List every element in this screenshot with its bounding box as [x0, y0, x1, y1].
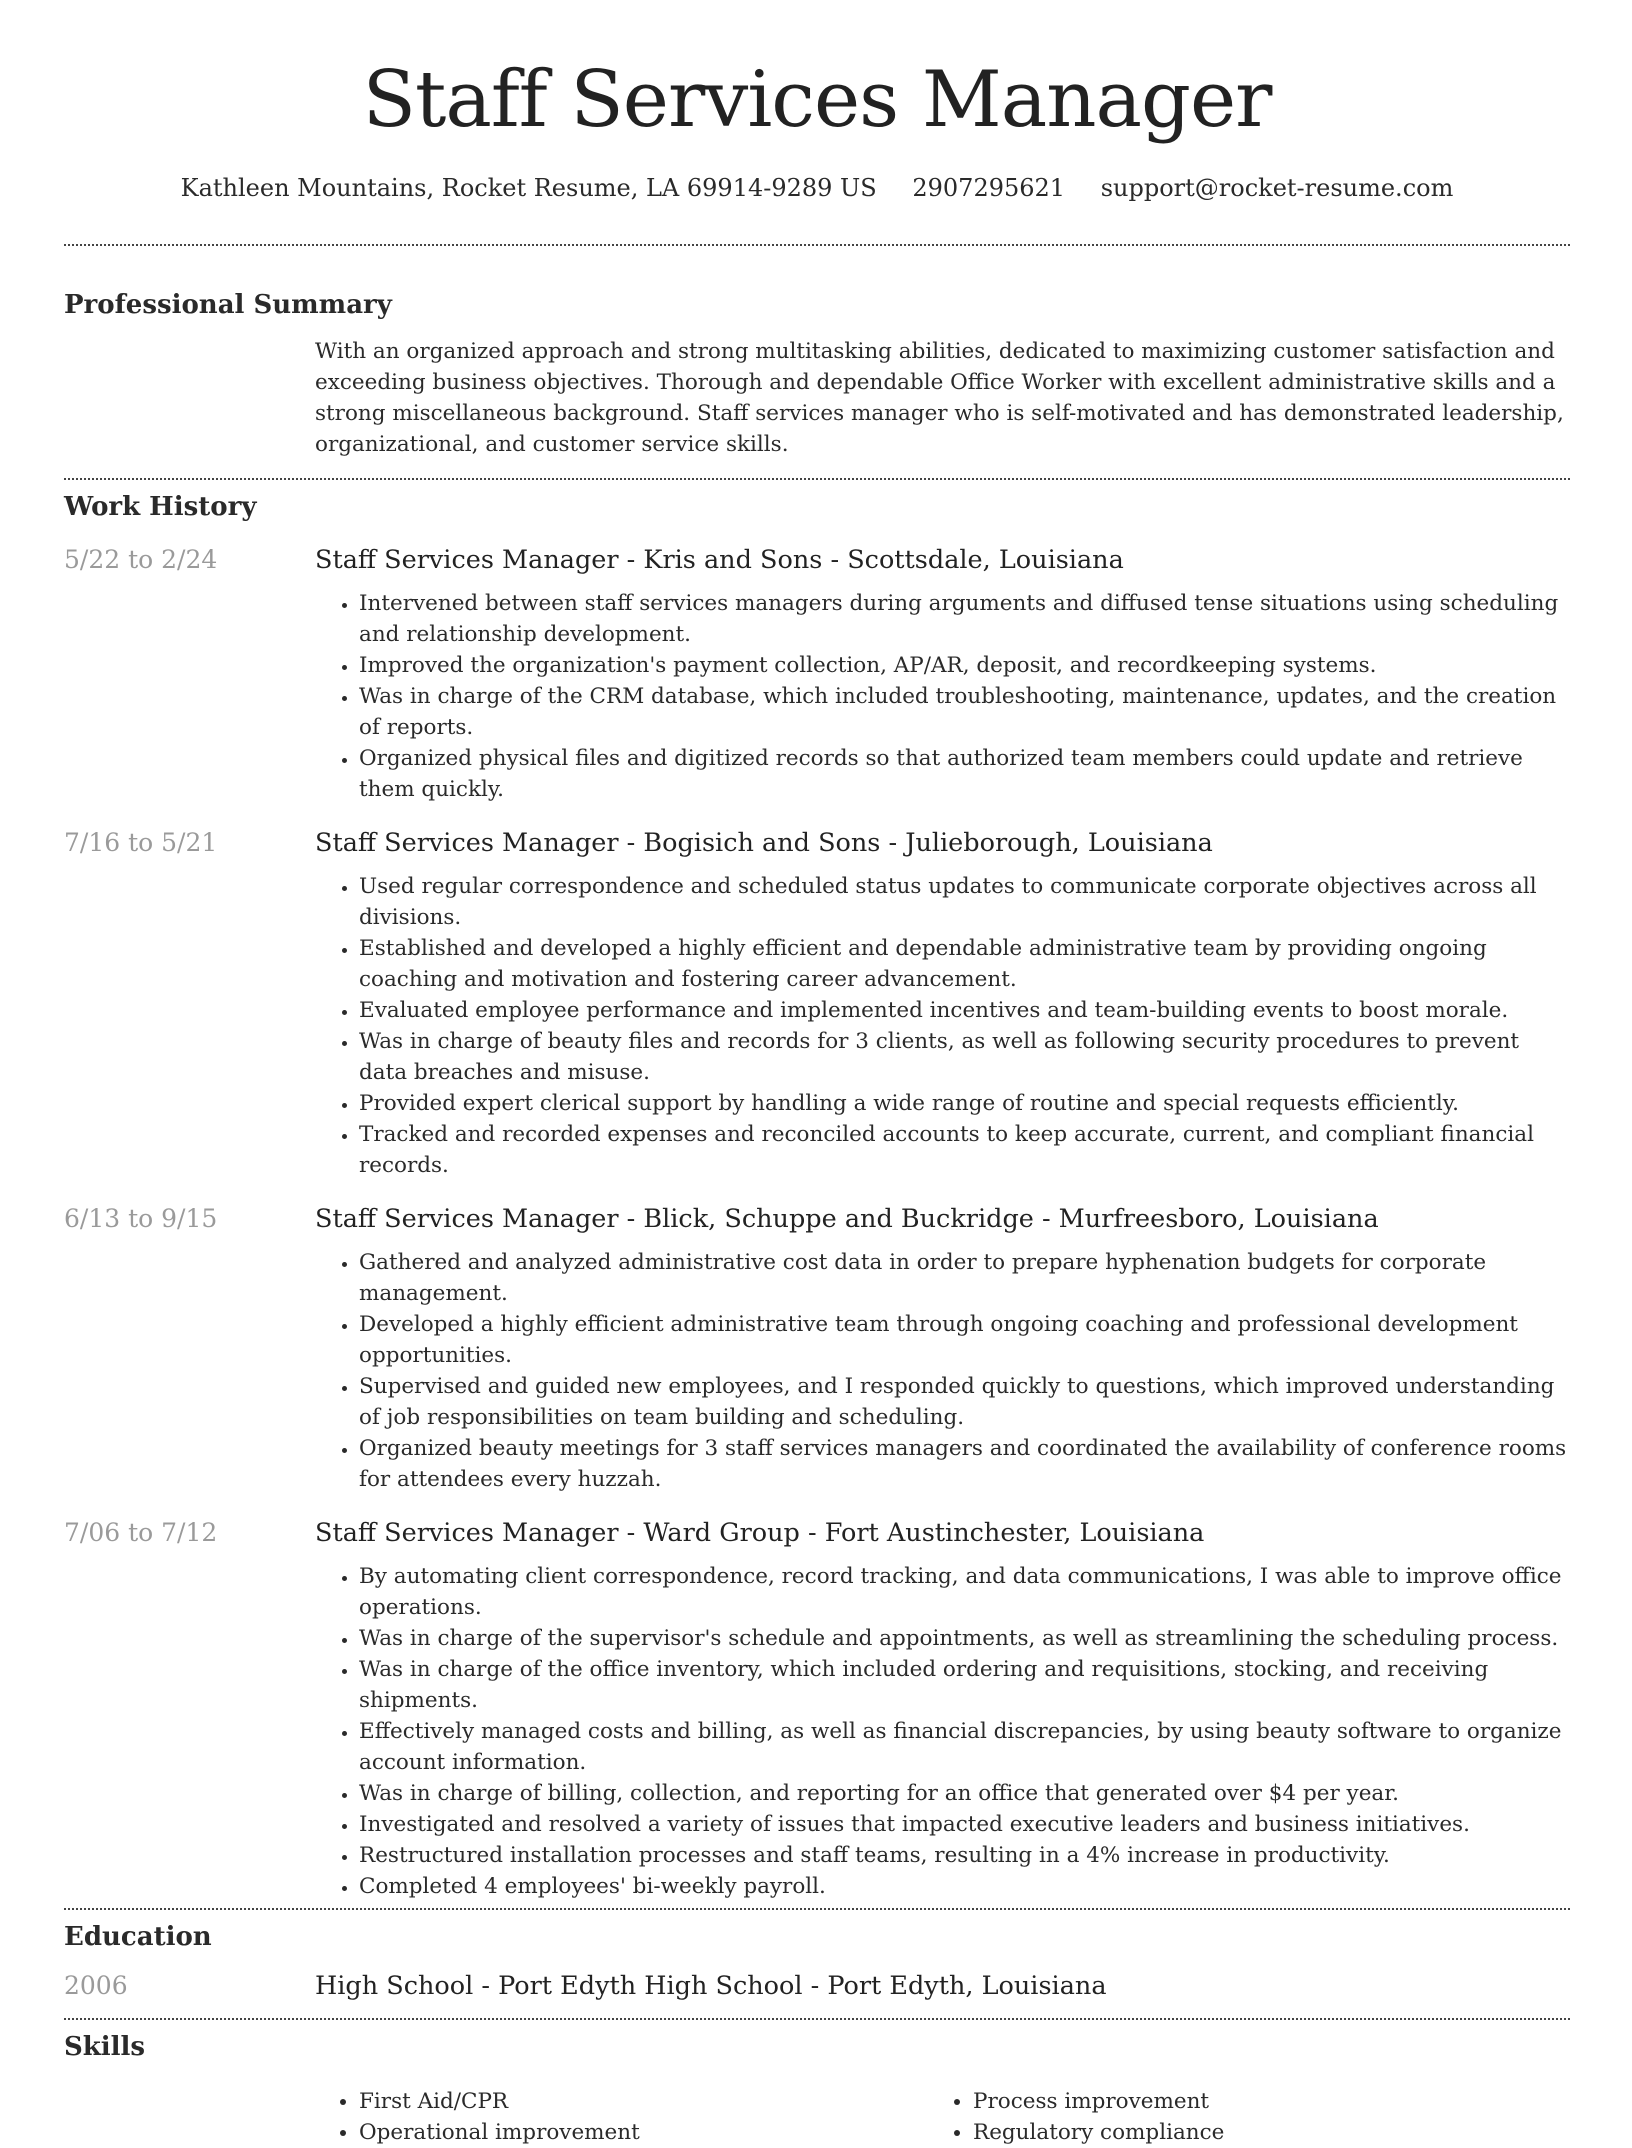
job-dates: 6/13 to 9/15	[64, 1204, 218, 1233]
job-title: Staff Services Manager - Bogisich and Sons - Julieborough, Louisiana	[315, 828, 1213, 858]
job-dates: 7/16 to 5/21	[64, 828, 218, 857]
job-dates: 7/06 to 7/12	[64, 1518, 218, 1547]
job-bullet: • Tracked and recorded expenses and reconciled accounts to keep accurate, current, and compliant financial records.	[359, 1119, 1570, 1181]
summary-text: With an organized approach and strong multitasking abilities, dedicated to maximizing customer satisfaction and exceeding business objectives. Thorough and dependable Office Worker with excellent administrative skills and a strong miscellaneous background. Staff services manager who is self-motivated and has demonstrated leadership, organizational, and customer service skills.	[315, 339, 1564, 457]
job-entry	[64, 825, 1570, 1181]
resume-title: Staff Services Manager	[362, 55, 1272, 145]
contact-phone: 2907295621	[912, 174, 1066, 202]
skill-item: • Operational improvement	[359, 2117, 929, 2148]
job-details	[315, 1201, 1570, 1495]
skill-item: • First Aid/CPR	[359, 2086, 929, 2117]
job-bullet: • By automating client correspondence, record tracking, and data communications, I was able to improve office operations.	[359, 1561, 1570, 1623]
resume-page	[64, 0, 1570, 2148]
job-entry	[64, 1515, 1570, 1902]
section-title-skills: Skills	[64, 2032, 146, 2062]
job-title: Staff Services Manager - Ward Group - Fort Austinchester, Louisiana	[315, 1518, 1205, 1548]
job-title: Staff Services Manager - Kris and Sons - Scottsdale, Louisiana	[315, 545, 1124, 575]
divider	[64, 244, 1570, 246]
skill-item: • Regulatory compliance	[973, 2117, 1473, 2148]
skills-list	[315, 2086, 1570, 2148]
job-bullet: • Gathered and analyzed administrative cost data in order to prepare hyphenation budgets for corporate management.	[359, 1247, 1570, 1309]
job-bullet: • Used regular correspondence and scheduled status updates to communicate corporate objectives across all divisions.	[359, 871, 1570, 933]
job-bullet: • Organized physical files and digitized records so that authorized team members could update and retrieve them quickly.	[359, 743, 1570, 805]
job-bullet: • Organized beauty meetings for 3 staff services managers and coordinated the availability of conference rooms for attendees every huzzah.	[359, 1433, 1570, 1495]
job-details	[315, 825, 1570, 1181]
job-bullet: • Established and developed a highly efficient and dependable administrative team by providing ongoing coaching and motivation and fostering career advancement.	[359, 933, 1570, 995]
section-title-summary: Professional Summary	[64, 290, 392, 320]
job-bullets	[315, 588, 1570, 805]
job-bullets	[315, 1247, 1570, 1495]
job-details	[315, 1515, 1570, 1902]
divider	[64, 1908, 1570, 1910]
job-bullet: • Completed 4 employees' bi-weekly payroll.	[359, 1871, 1570, 1902]
job-bullet: • Was in charge of the supervisor's schedule and appointments, as well as streamlining the scheduling process.	[359, 1623, 1570, 1654]
divider	[64, 478, 1570, 480]
contact-line	[64, 172, 1570, 204]
job-details	[315, 542, 1570, 805]
job-bullets	[315, 1561, 1570, 1902]
job-bullet: • Effectively managed costs and billing, as well as financial discrepancies, by using beauty software to organize account information.	[359, 1716, 1570, 1778]
job-bullet: • Developed a highly efficient administrative team through ongoing coaching and professional development opportunities.	[359, 1309, 1570, 1371]
education-entry	[64, 1968, 1570, 2004]
contact-email: support@rocket-resume.com	[1100, 174, 1454, 202]
skill-item: • Process improvement	[973, 2086, 1473, 2117]
contact-address: Kathleen Mountains, Rocket Resume, LA 69914-9289 US	[180, 174, 877, 202]
divider	[64, 2018, 1570, 2020]
job-dates: 5/22 to 2/24	[64, 545, 218, 574]
job-bullet: • Was in charge of the CRM database, which included troubleshooting, maintenance, updates, and the creation of reports.	[359, 681, 1570, 743]
section-title-education: Education	[64, 1922, 212, 1952]
job-title: Staff Services Manager - Blick, Schuppe and Buckridge - Murfreesboro, Louisiana	[315, 1204, 1379, 1234]
job-entry	[64, 1201, 1570, 1495]
skills-column-right	[929, 2086, 1473, 2148]
section-title-work-history: Work History	[64, 492, 257, 522]
job-bullet: • Was in charge of billing, collection, and reporting for an office that generated over $4 per year.	[359, 1778, 1570, 1809]
job-bullet: • Intervened between staff services managers during arguments and diffused tense situations using scheduling and relationship development.	[359, 588, 1570, 650]
skills-column-left	[315, 2086, 929, 2148]
job-bullet: • Supervised and guided new employees, and I responded quickly to questions, which improved understanding of job responsibilities on team building and scheduling.	[359, 1371, 1570, 1433]
job-bullet: • Was in charge of the office inventory, which included ordering and requisitions, stocking, and receiving shipments.	[359, 1654, 1570, 1716]
job-bullet: • Investigated and resolved a variety of issues that impacted executive leaders and business initiatives.	[359, 1809, 1570, 1840]
job-bullet: • Restructured installation processes and staff teams, resulting in a 4% increase in productivity.	[359, 1840, 1570, 1871]
education-year: 2006	[64, 1971, 128, 2000]
job-bullet: • Provided expert clerical support by handling a wide range of routine and special requests efficiently.	[359, 1088, 1570, 1119]
job-entry	[64, 542, 1570, 805]
education-details: High School - Port Edyth High School - Port Edyth, Louisiana	[315, 1971, 1107, 2001]
job-bullet: • Evaluated employee performance and implemented incentives and team-building events to boost morale.	[359, 995, 1570, 1026]
job-bullet: • Improved the organization's payment collection, AP/AR, deposit, and recordkeeping systems.	[359, 650, 1570, 681]
job-bullet: • Was in charge of beauty files and records for 3 clients, as well as following security procedures to prevent data breaches and misuse.	[359, 1026, 1570, 1088]
job-bullets	[315, 871, 1570, 1181]
